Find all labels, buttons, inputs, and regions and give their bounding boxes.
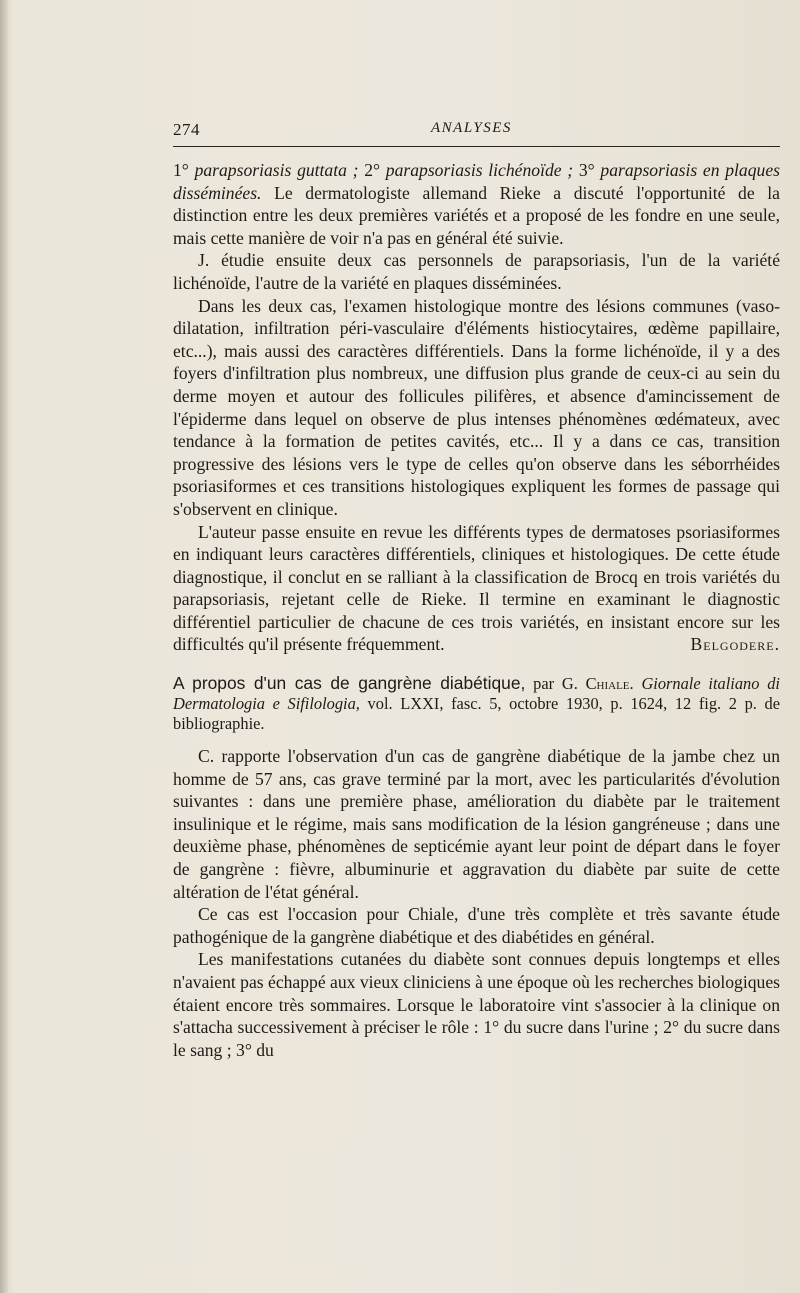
paragraph-pathogenic-study: Ce cas est l'occasion pour Chiale, d'une très complète et très savante étude pathogénique de la gangrène diabétique et des diabétides en général. (173, 904, 780, 947)
page-body (173, 159, 780, 1061)
paragraph-histology: Dans les deux cas, l'examen histologique montre des lésions communes (vaso-dilatation, infiltration péri-vasculaire d'éléments histiocytaires, œdème papillaire, etc...), mais aussi des caractères différentiels. Dans la forme lichénoïde, il y a des foyers d'infiltration plus nombreux, une diffusion plus grande de ceux-ci au sein du derme moyen et autour des follicules pilifères, et absence d'amincissement de l'épiderme dans lequel on observe de plus intenses phénomènes œdémateux, avec tendance à la formation de petites cavités, etc... Il y a dans ce cas, transition progressive des lésions vers le type de celles qu'on observe dans les séborrhéides psoriasiformes et ces transitions histologiques expliquent les formes de passage qui s'observent en clinique. (173, 295, 780, 519)
paragraph-cutaneous-manifestations: Les manifestations cutanées du diabète sont connues depuis longtemps et elles n'avaient pas échappé aux vieux cliniciens à une époque où les recherches biologiques étaient encore très sommaires. Lorsque le laboratoire vint s'associer à la clinique on s'attacha successivement à préciser le rôle : 1° du sucre dans l'urine ; 2° du sucre dans le sang ; 3° du (173, 949, 780, 1060)
page-number: 274 (173, 120, 200, 139)
paragraph-varieties: 1° parapsoriasis guttata ; 2° parapsoriasis lichénoïde ; 3° parapsoriasis en plaques disséminées. Le dermatologiste allemand Rieke a discuté l'opportunité de la distinction entre les deux premières variétés et a proposé de les fondre en une seule, mais cette manière de voir n'a pas en général été suivie. (173, 160, 780, 248)
article-title: A propos d'un cas de gangrène diabétique, (173, 673, 526, 694)
article-author: Chiale. (585, 674, 634, 694)
journal-name: Giornale italiano di Dermatologia e Sifilologia, (173, 674, 780, 714)
header-rule (173, 146, 780, 147)
author-signature: Belgodere. (690, 634, 780, 655)
paragraph-personal-cases: J. étudie ensuite deux cas personnels de parapsoriasis, l'un de la variété lichénoïde, l'autre de la variété en plaques disséminées. (173, 250, 780, 293)
paragraph-observation: C. rapporte l'observation d'un cas de gangrène diabétique de la jambe chez un homme de 57 ans, cas grave terminé par la mort, avec les particularités d'évolution suivantes : dans une première phase, amélioration du diabète par le traitement insulinique et le régime, mais sans modification de la lésion gangréneuse ; dans une deuxième phase, phénomènes de septicémie ayant leur point de départ dans le foyer de gangrène : fièvre, albuminurie et aggravation du diabète par suite de cette altération de l'état général. (173, 746, 780, 902)
running-title: ANALYSES (431, 120, 512, 136)
page-header (173, 118, 780, 142)
article-heading: A propos d'un cas de gangrène diabétique, par G. Chiale. Giornale italiano di Dermatologia e Sifilologia, vol. LXXI, fasc. 5, octobre 1930, p. 1624, 12 fig. 2 p. de bibliographie. (173, 673, 780, 734)
citation-details: vol. LXXI, fasc. 5, octobre 1930, p. 1624, 12 fig. 2 p. de bibliographie. (173, 694, 780, 734)
paragraph-review: L'auteur passe ensuite en revue les différents types de dermatoses psoriasiformes en indiquant leurs caractères différentiels, cliniques et histologiques. De cette étude diagnostique, il conclut en se ralliant à la classification de Brocq en trois variétés du parapsoriasis, rejetant celle de Rieke. Il termine en examinant le diagnostic différentiel particulier de chacune de ces trois variétés, en insistant encore sur les difficultés qu'il présente fréquemment. Belgodere. (173, 521, 780, 655)
page-binding-edge (0, 0, 8, 1293)
